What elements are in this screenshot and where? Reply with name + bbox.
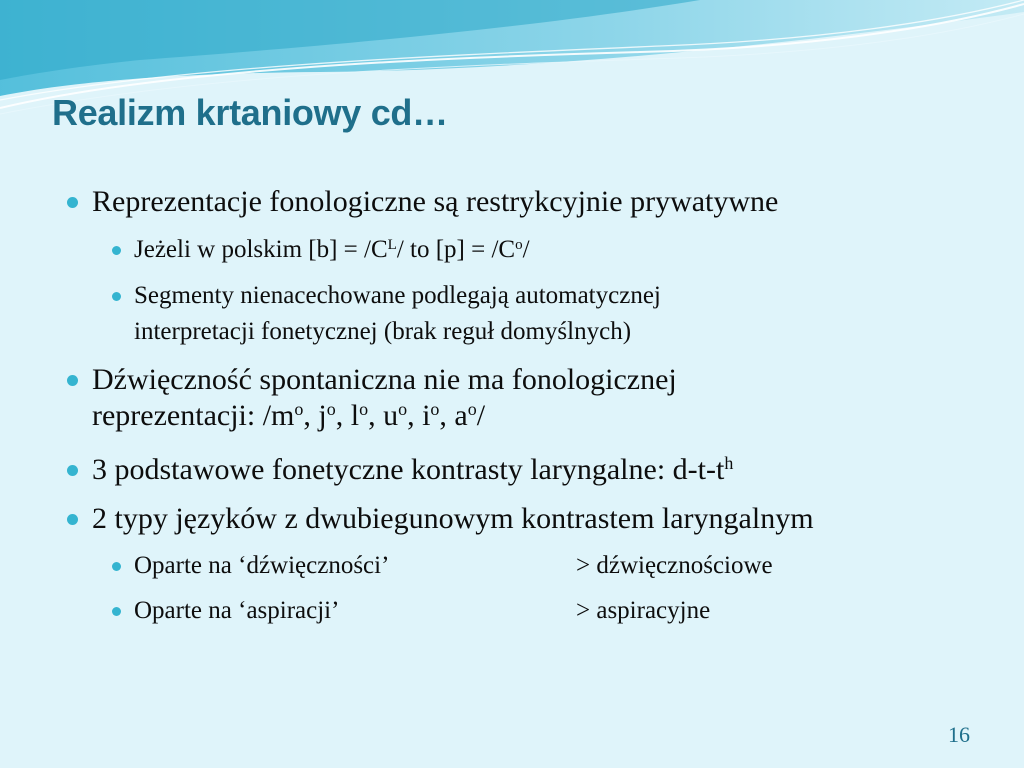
bullet-item-2-text: reprezentacji: /m <box>92 399 295 432</box>
sub-bullet-item-1-1 <box>134 232 530 271</box>
sub-bullet-text: Jeżeli w polskim [b] = /C <box>134 236 388 263</box>
slide-number: 16 <box>948 722 970 747</box>
bullet-dot-icon <box>112 292 121 301</box>
bullet-dot-icon <box>112 607 121 616</box>
superscript: o <box>294 399 304 420</box>
bullet-dot-icon <box>67 465 78 476</box>
superscript: o <box>359 399 369 420</box>
bullet-item-1-text: Reprezentacje fonologiczne są restrykcyjnie prywatywne <box>92 185 779 218</box>
superscript: o <box>467 399 477 420</box>
bullet-dot-icon <box>112 246 121 255</box>
superscript: L <box>387 236 397 253</box>
sub-bullet-result: > dźwięcznościowe <box>576 552 773 579</box>
sub-bullet-text: / <box>522 236 530 263</box>
bullet-item-2 <box>92 362 677 437</box>
bullet-item-4-text: 2 typy języków z dwubiegunowym kontrastem laryngalnym <box>92 502 814 535</box>
bullet-item-2-text: , i <box>407 399 431 432</box>
sub-bullet-item-1-2 <box>134 278 661 350</box>
bullet-item-2-text: , u <box>368 399 399 432</box>
sub-bullet-text: / to [p] = /C <box>396 236 516 263</box>
bullet-item-3-text: 3 podstawowe fonetyczne kontrasty laryngalne: d-t-t <box>92 453 725 486</box>
bullet-item-2-text: Dźwięczność spontaniczna nie ma fonologicznej <box>92 363 677 396</box>
bullet-item-3 <box>92 452 733 491</box>
sub-bullet-item-4-2 <box>134 593 934 629</box>
bullet-item-2-text: , j <box>303 399 327 432</box>
bullet-dot-icon <box>67 514 78 525</box>
superscript: o <box>515 236 523 253</box>
bullet-item-2-text: / <box>476 399 486 432</box>
sub-bullet-text: Segmenty nienacechowane podlegają automatycznej <box>134 282 661 309</box>
bullet-dot-icon <box>67 197 78 208</box>
slide-title: Realizm krtaniowy cd… <box>52 92 448 133</box>
superscript: o <box>398 399 408 420</box>
sub-bullet-result: > aspiracyjne <box>576 597 711 624</box>
superscript: h <box>724 453 734 474</box>
superscript: o <box>326 399 336 420</box>
bullet-item-1 <box>92 184 778 220</box>
bullet-item-2-text: , a <box>439 399 468 432</box>
superscript: o <box>430 399 440 420</box>
bullet-item-4 <box>92 501 814 537</box>
sub-bullet-text: interpretacji fonetycznej (brak reguł domyślnych) <box>134 318 632 345</box>
bullet-dot-icon <box>112 562 121 571</box>
bullet-dot-icon <box>67 375 78 386</box>
sub-bullet-text: Oparte na ‘dźwięczności’ <box>134 552 390 579</box>
sub-bullet-text: Oparte na ‘aspiracji’ <box>134 597 340 624</box>
bullet-item-2-text: , l <box>335 399 360 432</box>
sub-bullet-item-4-1 <box>134 548 934 584</box>
